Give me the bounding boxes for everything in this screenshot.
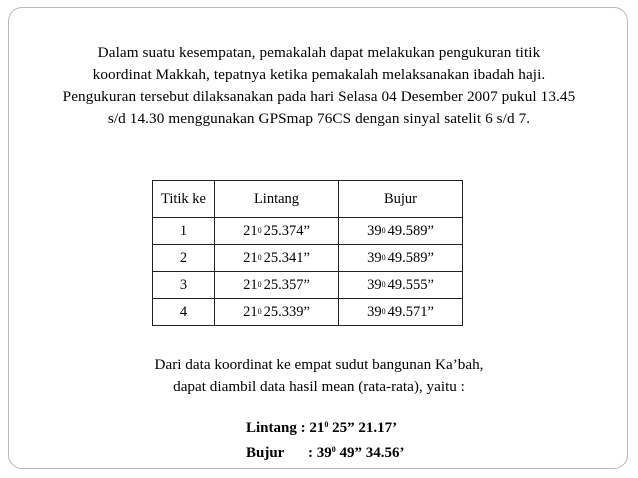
header-titik: Titik ke bbox=[153, 181, 215, 218]
table-row bbox=[153, 272, 463, 299]
cell-lintang: $21^0$ 25.374” bbox=[215, 218, 339, 245]
table-row bbox=[153, 245, 463, 272]
cell-bujur: $39^0$ 49.571” bbox=[339, 299, 463, 326]
cell-bujur: $39^0$ 49.555” bbox=[339, 272, 463, 299]
intro-paragraph bbox=[20, 42, 618, 130]
cell-titik: 2 bbox=[153, 245, 215, 272]
table-row bbox=[153, 218, 463, 245]
intro-line: Dalam suatu kesempatan, pemakalah dapat melakukan pengukuran titik bbox=[97, 44, 541, 61]
result-lintang: Lintang : $21^0$ 25” 21.17’ bbox=[246, 420, 398, 436]
outro-paragraph bbox=[20, 354, 618, 398]
table-header-row bbox=[153, 181, 463, 218]
coordinates-table bbox=[152, 180, 463, 326]
intro-line: s/d 14.30 menggunakan GPSmap 76CS dengan sinyal satelit 6 s/d 7. bbox=[107, 110, 531, 127]
cell-titik: 3 bbox=[153, 272, 215, 299]
cell-lintang: $21^0$ 25.341” bbox=[215, 245, 339, 272]
table-row bbox=[153, 299, 463, 326]
cell-lintang: $21^0$ 25.339” bbox=[215, 299, 339, 326]
result-bujur: Bujur : $39^0$ 49” 34.56’ bbox=[246, 445, 405, 461]
cell-titik: 4 bbox=[153, 299, 215, 326]
outro-line: Dari data koordinat ke empat sudut bangunan Ka’bah, bbox=[154, 356, 484, 373]
cell-bujur: $39^0$ 49.589” bbox=[339, 245, 463, 272]
cell-titik: 1 bbox=[153, 218, 215, 245]
outro-line: dapat diambil data hasil mean (rata-rata), yaitu : bbox=[173, 378, 465, 395]
intro-line: koordinat Makkah, tepatnya ketika pemakalah melaksanakan ibadah haji. bbox=[92, 66, 546, 83]
cell-lintang: $21^0$ 25.357” bbox=[215, 272, 339, 299]
intro-line: Pengukuran tersebut dilaksanakan pada hari Selasa 04 Desember 2007 pukul 13.45 bbox=[62, 88, 576, 105]
header-lintang: Lintang bbox=[215, 181, 339, 218]
mean-result bbox=[246, 414, 405, 464]
cell-bujur: $39^0$ 49.589” bbox=[339, 218, 463, 245]
header-bujur: Bujur bbox=[339, 181, 463, 218]
